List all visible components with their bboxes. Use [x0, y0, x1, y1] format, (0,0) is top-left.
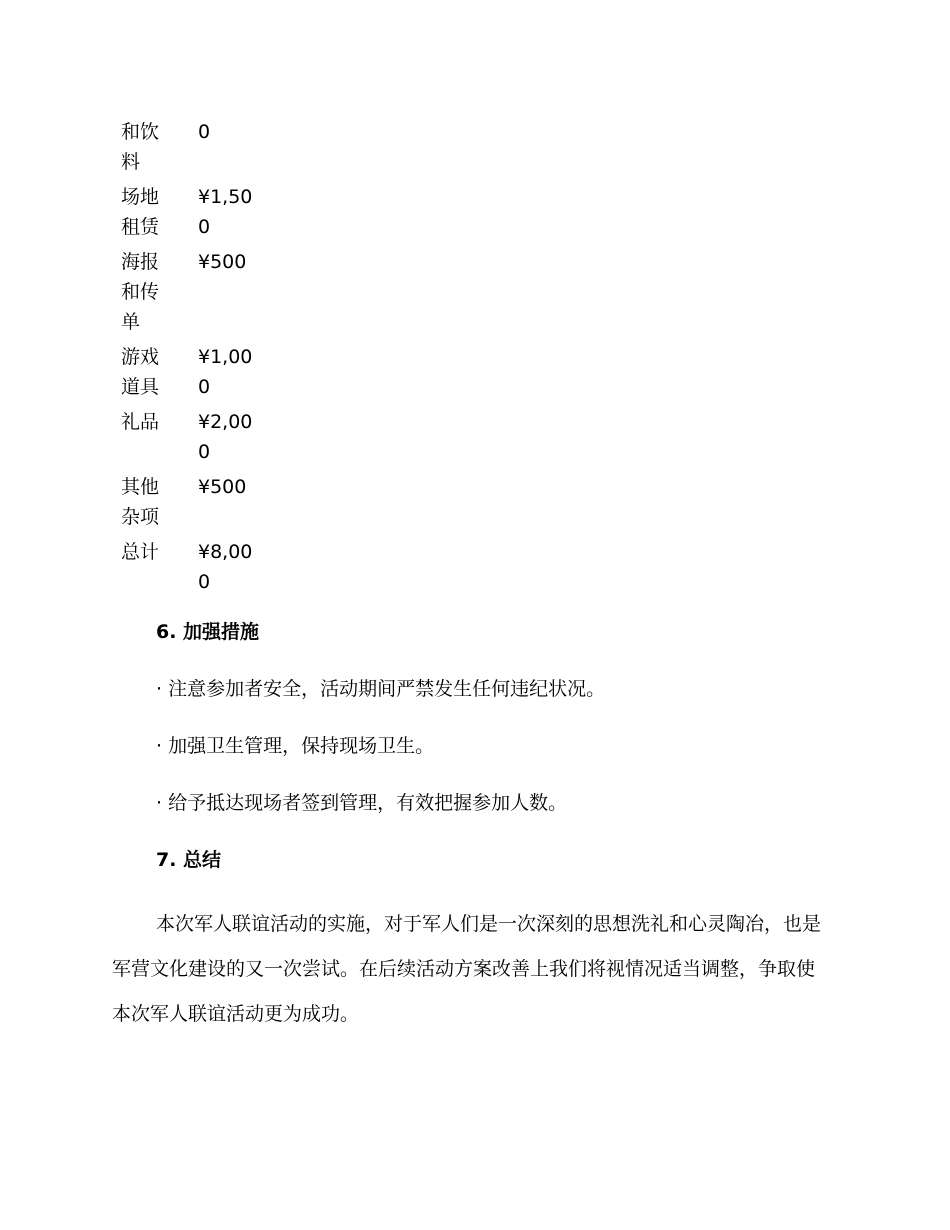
- budget-cost: ¥500: [198, 251, 247, 273]
- table-row: [121, 117, 256, 182]
- budget-item: 场地租赁: [121, 186, 160, 238]
- section-heading-measures: 6. 加强措施: [156, 621, 260, 643]
- budget-cost: ¥8,000: [198, 541, 253, 593]
- measure-bullet: · 加强卫生管理，保持现场卫生。: [156, 735, 435, 757]
- measure-bullet: · 注意参加者安全，活动期间严禁发生任何违纪状况。: [156, 678, 606, 700]
- budget-item: 总计: [121, 541, 160, 563]
- table-row: [121, 472, 256, 537]
- summary-paragraph: 本次军人联谊活动的实施，对于军人们是一次深刻的思想洗礼和心灵陶冶，也是军营文化建设的又一次尝试。在后续活动方案改善上我们将视情况适当调整，争取使本次军人联谊活动更为成功。: [112, 913, 822, 1025]
- table-row: [121, 247, 256, 342]
- budget-cost: ¥1,500: [198, 186, 253, 238]
- budget-cost: 0: [198, 121, 211, 143]
- budget-cost: ¥2,000: [198, 411, 253, 463]
- budget-item: 和饮料: [121, 121, 160, 173]
- budget-cost: ¥1,000: [198, 346, 253, 398]
- table-row: [121, 407, 256, 472]
- budget-table: [121, 117, 256, 602]
- budget-item: 游戏道具: [121, 346, 160, 398]
- budget-item: 海报和传单: [121, 251, 160, 333]
- budget-item: 其他杂项: [121, 476, 160, 528]
- budget-cost: ¥500: [198, 476, 247, 498]
- table-row: [121, 342, 256, 407]
- table-row: [121, 182, 256, 247]
- section-heading-summary: 7. 总结: [156, 849, 222, 871]
- table-row: [121, 537, 256, 602]
- measure-bullet: · 给予抵达现场者签到管理，有效把握参加人数。: [156, 792, 568, 814]
- budget-item: 礼品: [121, 411, 160, 433]
